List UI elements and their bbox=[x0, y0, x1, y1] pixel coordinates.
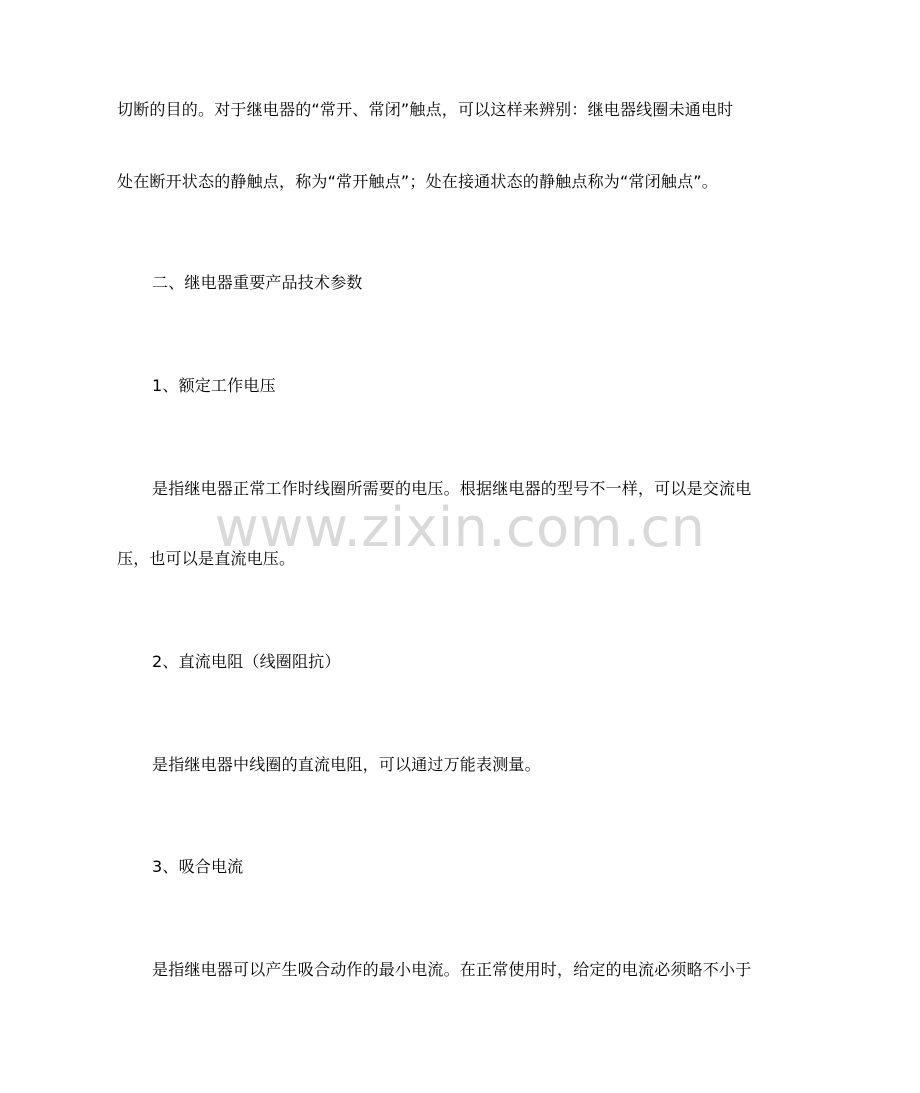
paragraph-line: 是指继电器可以产生吸合动作的最小电流。在正常使用时，给定的电流必须略不小于 bbox=[152, 960, 752, 979]
item-title: 1、额定工作电压 bbox=[152, 376, 276, 395]
paragraph-line: 是指继电器中线圈的直流电阻，可以通过万能表测量。 bbox=[152, 755, 541, 774]
paragraph-line: 切断的目的。对于继电器的“常开、常闭”触点，可以这样来辨别：继电器线圈未通电时 bbox=[117, 100, 734, 119]
paragraph-line: 压，也可以是直流电压。 bbox=[117, 549, 296, 568]
section-heading: 二、继电器重要产品技术参数 bbox=[152, 273, 363, 292]
watermark-text: www.zixin.com.cn bbox=[214, 496, 706, 559]
paragraph-line: 是指继电器正常工作时线圈所需要的电压。根据继电器的型号不一样，可以是交流电 bbox=[152, 479, 752, 498]
paragraph-line: 处在断开状态的静触点，称为“常开触点”；处在接通状态的静触点称为“常闭触点”。 bbox=[117, 172, 718, 191]
item-title: 3、吸合电流 bbox=[152, 857, 244, 876]
item-title: 2、直流电阻（线圈阻抗） bbox=[152, 652, 341, 671]
